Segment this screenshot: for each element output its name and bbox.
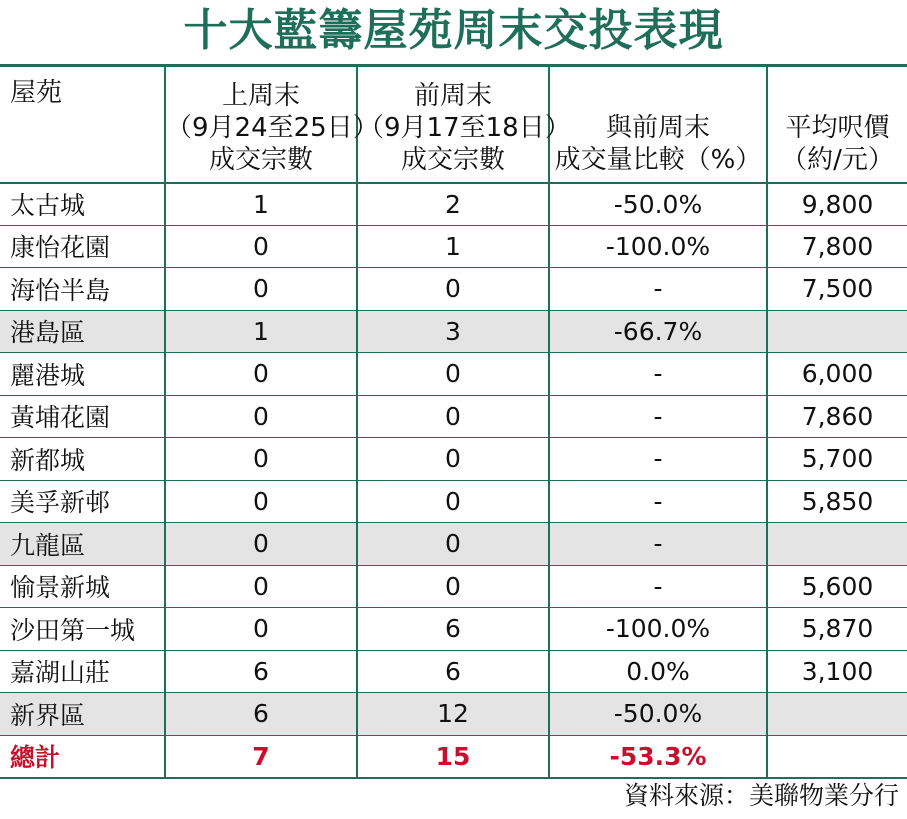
change-percent-cell: - xyxy=(549,268,767,311)
avg-price-cell: 7,860 xyxy=(767,395,907,438)
estate-name-cell: 九龍區 xyxy=(0,523,165,566)
avg-price-cell xyxy=(767,735,907,778)
avg-price-cell xyxy=(767,693,907,736)
last-weekend-count-cell: 0 xyxy=(165,480,357,523)
table-body xyxy=(0,183,907,778)
table-row xyxy=(0,650,907,693)
estate-name-cell: 沙田第一城 xyxy=(0,608,165,651)
estate-name-cell: 港島區 xyxy=(0,310,165,353)
header-estate xyxy=(0,66,165,183)
header-change xyxy=(549,66,767,183)
last-weekend-count-cell: 0 xyxy=(165,438,357,481)
change-percent-cell: -100.0% xyxy=(549,608,767,651)
previous-weekend-count-cell: 2 xyxy=(357,183,549,226)
table-row xyxy=(0,395,907,438)
previous-weekend-count-cell: 0 xyxy=(357,268,549,311)
change-percent-cell: -50.0% xyxy=(549,183,767,226)
change-percent-cell: - xyxy=(549,565,767,608)
change-percent-cell: -50.0% xyxy=(549,693,767,736)
previous-weekend-count-cell: 0 xyxy=(357,353,549,396)
table-row xyxy=(0,353,907,396)
previous-weekend-count-cell: 15 xyxy=(357,735,549,778)
header-line: 平均呎價 xyxy=(785,112,890,143)
avg-price-cell: 5,700 xyxy=(767,438,907,481)
estate-name-cell: 新都城 xyxy=(0,438,165,481)
source-note: 資料來源：美聯物業分行 xyxy=(623,781,899,810)
table-row xyxy=(0,565,907,608)
avg-price-cell: 5,600 xyxy=(767,565,907,608)
change-percent-cell: - xyxy=(549,523,767,566)
estate-name-cell: 海怡半島 xyxy=(0,268,165,311)
table-row xyxy=(0,183,907,226)
change-percent-cell: -53.3% xyxy=(549,735,767,778)
estate-name-cell: 總計 xyxy=(0,735,165,778)
last-weekend-count-cell: 1 xyxy=(165,310,357,353)
estate-name-cell: 太古城 xyxy=(0,183,165,226)
estate-name-cell: 康怡花園 xyxy=(0,225,165,268)
header-line: 成交宗數 xyxy=(208,144,313,175)
last-weekend-count-cell: 7 xyxy=(165,735,357,778)
avg-price-cell: 7,500 xyxy=(767,268,907,311)
header-line: 前周末 xyxy=(413,80,492,111)
header-line: （約/元） xyxy=(781,144,894,175)
total-row xyxy=(0,735,907,778)
header-previous-weekend xyxy=(357,66,571,183)
estate-name-cell: 新界區 xyxy=(0,693,165,736)
region-row xyxy=(0,310,907,353)
previous-weekend-count-cell: 0 xyxy=(357,480,549,523)
estate-name-cell: 愉景新城 xyxy=(0,565,165,608)
change-percent-cell: -100.0% xyxy=(549,225,767,268)
avg-price-cell: 9,800 xyxy=(767,183,907,226)
last-weekend-count-cell: 0 xyxy=(165,353,357,396)
transactions-table xyxy=(0,64,907,779)
previous-weekend-count-cell: 6 xyxy=(357,608,549,651)
previous-weekend-count-cell: 1 xyxy=(357,225,549,268)
previous-weekend-count-cell: 12 xyxy=(357,693,549,736)
table-row xyxy=(0,480,907,523)
previous-weekend-count-cell: 0 xyxy=(357,523,549,566)
header-row xyxy=(0,66,907,183)
previous-weekend-count-cell: 3 xyxy=(357,310,549,353)
last-weekend-count-cell: 0 xyxy=(165,608,357,651)
avg-price-cell xyxy=(767,310,907,353)
avg-price-cell: 7,800 xyxy=(767,225,907,268)
last-weekend-count-cell: 0 xyxy=(165,565,357,608)
avg-price-cell: 6,000 xyxy=(767,353,907,396)
avg-price-cell xyxy=(767,523,907,566)
table-row xyxy=(0,438,907,481)
header-last-weekend xyxy=(165,66,379,183)
header-avg-price xyxy=(767,66,907,183)
header-line: （9月24至25日） xyxy=(166,112,379,143)
estate-name-cell: 美孚新邨 xyxy=(0,480,165,523)
change-percent-cell: -66.7% xyxy=(549,310,767,353)
header-line: 上周末 xyxy=(221,80,300,111)
last-weekend-count-cell: 0 xyxy=(165,225,357,268)
header-line: 與前周末 xyxy=(605,112,710,143)
last-weekend-count-cell: 6 xyxy=(165,650,357,693)
last-weekend-count-cell: 0 xyxy=(165,395,357,438)
previous-weekend-count-cell: 0 xyxy=(357,395,549,438)
header-line: （9月17至18日） xyxy=(358,112,571,143)
avg-price-cell: 5,850 xyxy=(767,480,907,523)
last-weekend-count-cell: 0 xyxy=(165,268,357,311)
header-line: 成交量比較（%） xyxy=(554,144,762,175)
last-weekend-count-cell: 1 xyxy=(165,183,357,226)
table-row xyxy=(0,268,907,311)
change-percent-cell: - xyxy=(549,438,767,481)
last-weekend-count-cell: 6 xyxy=(165,693,357,736)
previous-weekend-count-cell: 0 xyxy=(357,565,549,608)
last-weekend-count-cell: 0 xyxy=(165,523,357,566)
avg-price-cell: 3,100 xyxy=(767,650,907,693)
table-title: 十大藍籌屋苑周末交投表現 xyxy=(183,5,724,56)
change-percent-cell: 0.0% xyxy=(549,650,767,693)
estate-name-cell: 嘉湖山莊 xyxy=(0,650,165,693)
previous-weekend-count-cell: 0 xyxy=(357,438,549,481)
table-row xyxy=(0,608,907,651)
header-line: 屋苑 xyxy=(10,78,63,108)
previous-weekend-count-cell: 6 xyxy=(357,650,549,693)
estate-name-cell: 麗港城 xyxy=(0,353,165,396)
table-row xyxy=(0,225,907,268)
region-row xyxy=(0,693,907,736)
change-percent-cell: - xyxy=(549,353,767,396)
change-percent-cell: - xyxy=(549,480,767,523)
avg-price-cell: 5,870 xyxy=(767,608,907,651)
estate-name-cell: 黃埔花園 xyxy=(0,395,165,438)
change-percent-cell: - xyxy=(549,395,767,438)
header-line: 成交宗數 xyxy=(400,144,505,175)
region-row xyxy=(0,523,907,566)
table-header xyxy=(0,66,907,183)
